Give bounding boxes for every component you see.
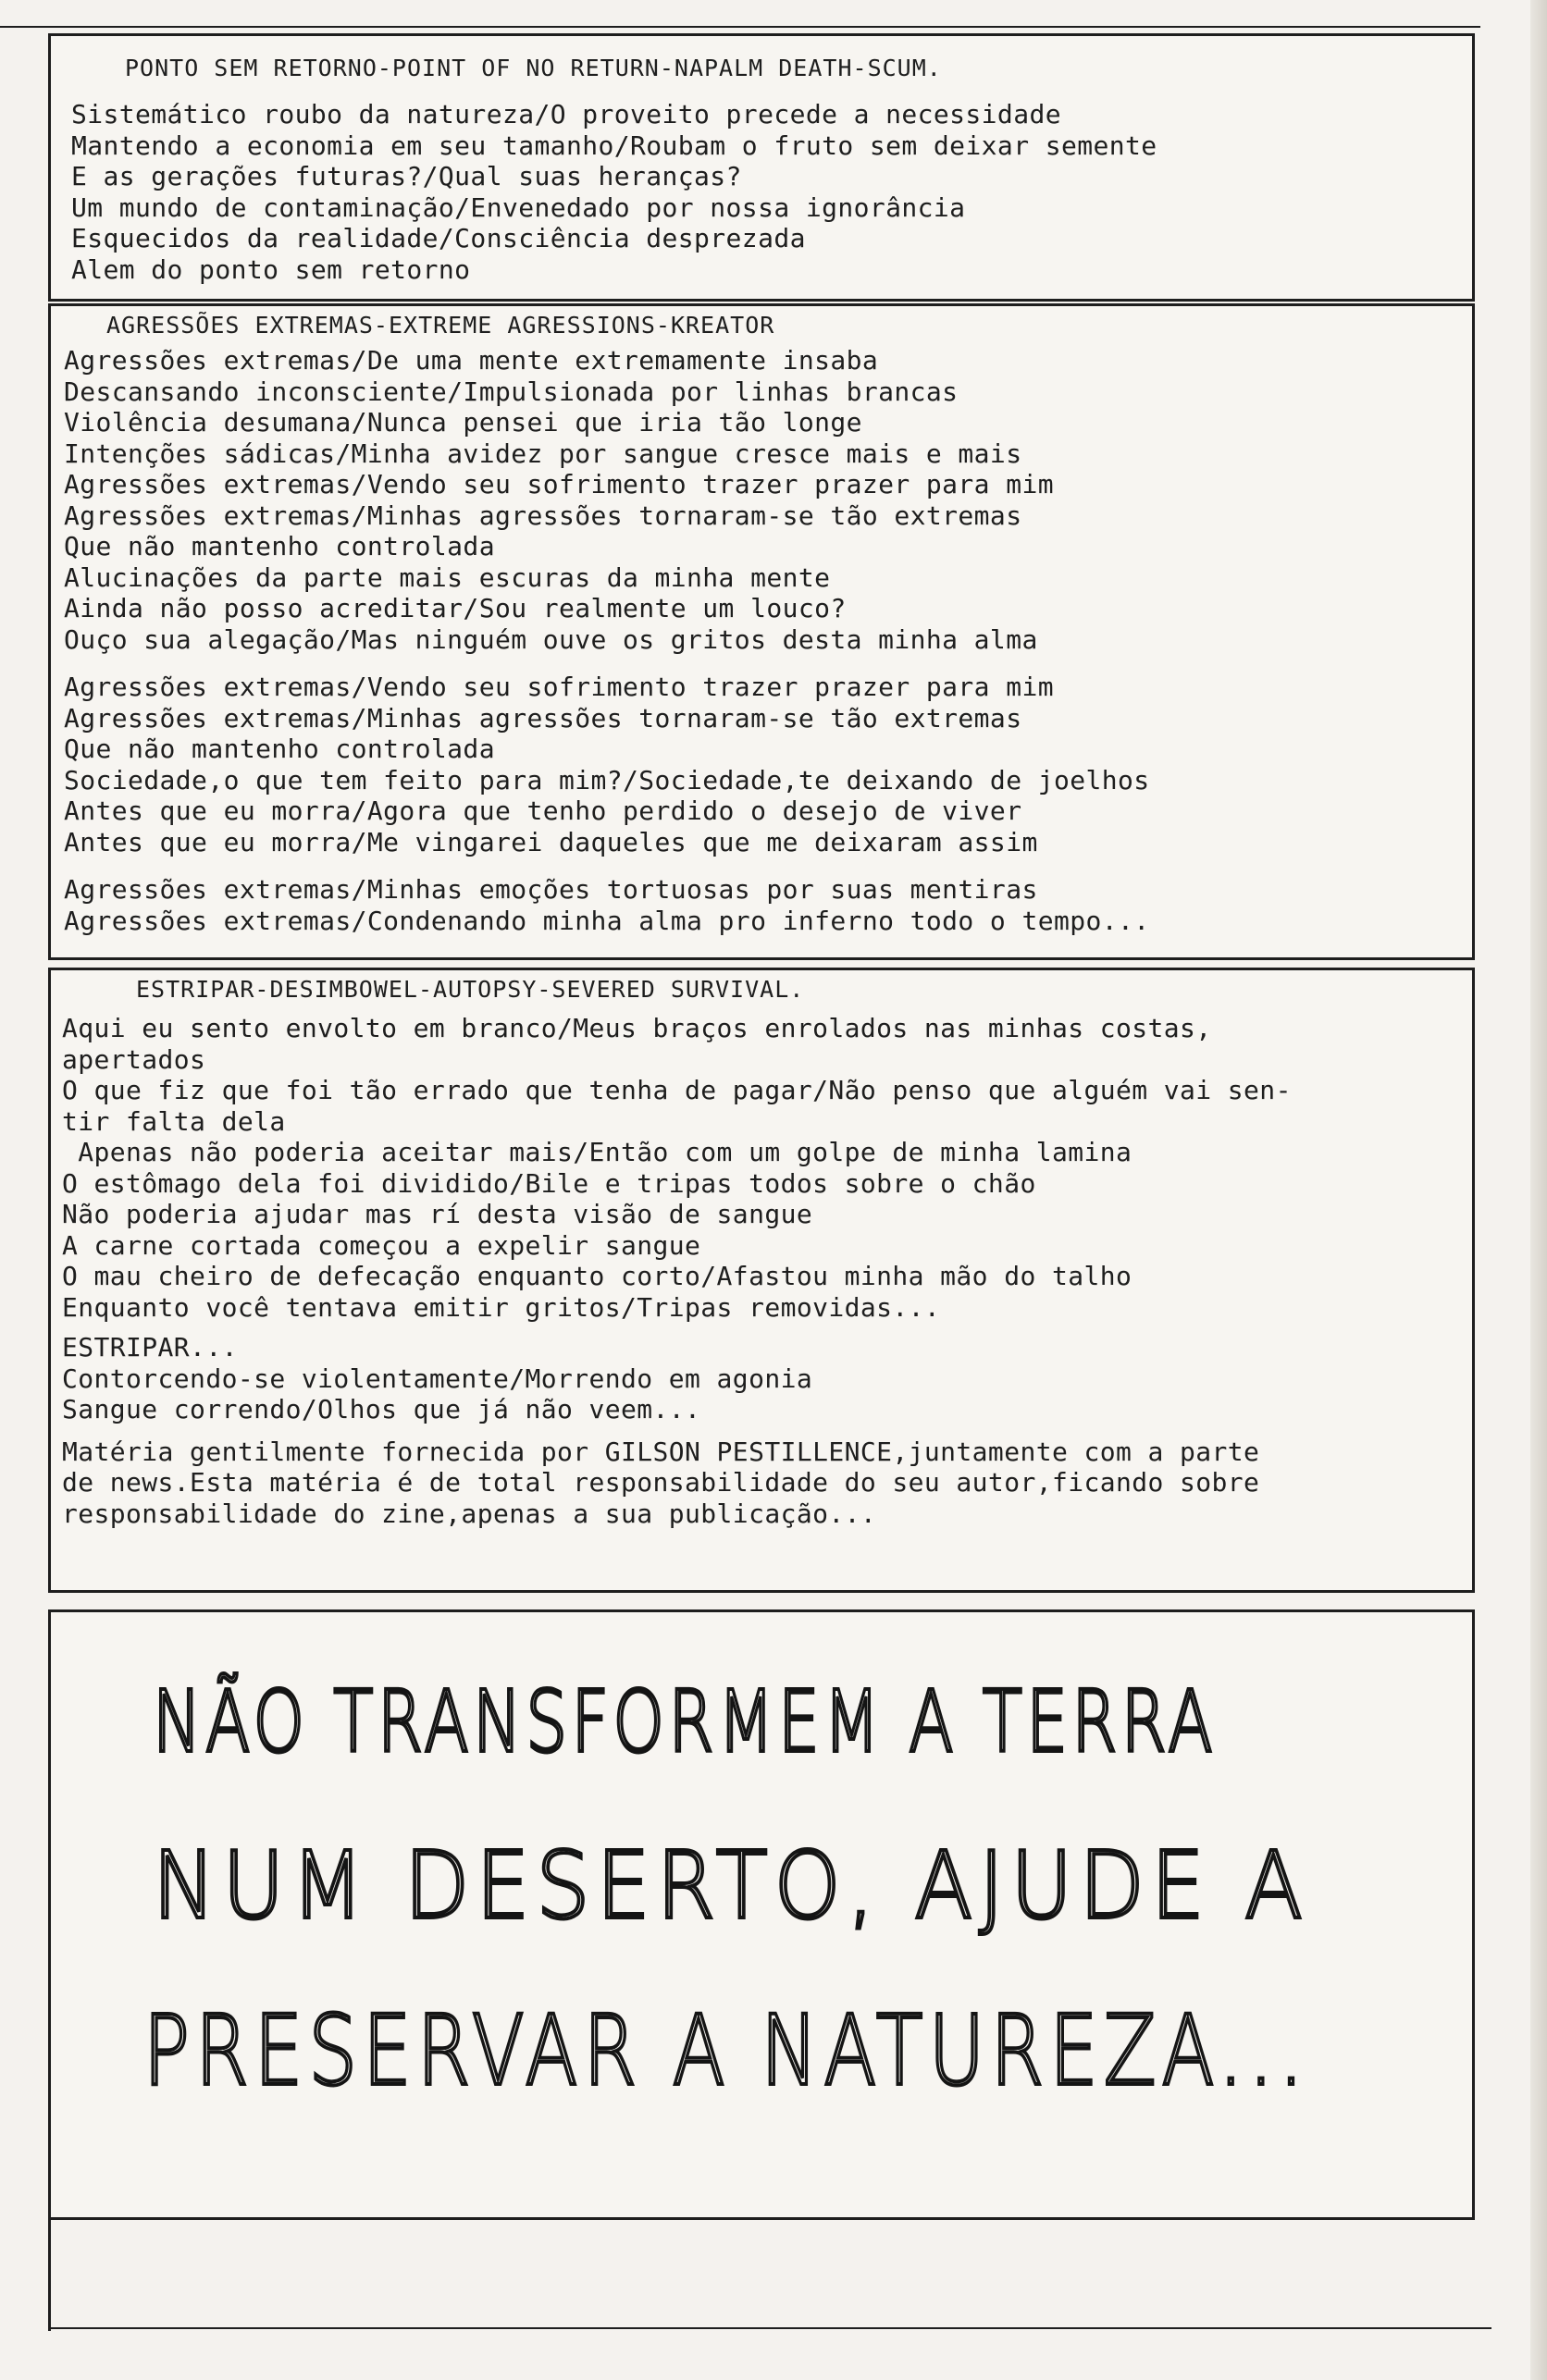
- lyric-line: Ainda não posso acreditar/Sou realmente um louco?: [64, 593, 847, 623]
- slogan-line: NÃO TRANSFORMEM A TERRA: [153, 1672, 1217, 1771]
- lyric-line: O estômago dela foi dividido/Bile e tripas todos sobre o chão: [62, 1167, 1036, 1199]
- lyric-line: Antes que eu morra/Agora que tenho perdido o desejo de viver: [64, 795, 1022, 826]
- bottom-rule: [48, 2327, 1491, 2329]
- lyric-line: E as gerações futuras?/Qual suas heranças?: [71, 161, 742, 191]
- lyrics-box-extreme-aggressions: [48, 303, 1475, 960]
- slogan-line: PRESERVAR A NATUREZA...: [143, 1994, 1309, 2107]
- lyric-line: Alem do ponto sem retorno: [71, 253, 471, 285]
- note-line: Matéria gentilmente fornecida por GILSON PESTILLENCE,juntamente com a parte: [62, 1436, 1260, 1467]
- lyric-line: ESTRIPAR...: [62, 1332, 238, 1363]
- lyric-line: O mau cheiro de defecação enquanto corto/Afastou minha mão do talho: [62, 1261, 1132, 1291]
- section-title: AGRESSÕES EXTREMAS-EXTREME AGRESSIONS-KREATOR: [106, 312, 775, 339]
- lyrics-stanza: [64, 345, 1472, 655]
- lyric-line: Alucinações da parte mais escuras da minha mente: [64, 561, 831, 593]
- credit-note: [62, 1437, 1472, 1530]
- hand-lettered-slogan: [51, 1612, 1478, 2223]
- lyric-line: Intenções sádicas/Minha avidez por sangue cresce mais e mais: [64, 438, 1022, 469]
- lyrics-stanza: [62, 1013, 1472, 1323]
- lyric-line: Que não mantenho controlada: [64, 531, 495, 561]
- lyric-line: Agressões extremas/Minhas agressões tornaram-se tão extremas: [64, 499, 1022, 531]
- slogan-lines: [143, 1672, 1309, 2107]
- lyric-line: Agressões extremas/Vendo seu sofrimento trazer prazer para mim: [64, 672, 1054, 702]
- lyric-line: apertados: [62, 1043, 206, 1075]
- note-line: de news.Esta matéria é de total responsabilidade do seu autor,ficando sobre: [62, 1467, 1260, 1498]
- section-title: PONTO SEM RETORNO-POINT OF NO RETURN-NAPALM DEATH-SCUM.: [125, 55, 942, 81]
- lyric-line: Agressões extremas/Condenando minha alma pro inferno todo o tempo...: [64, 905, 1150, 936]
- lyric-line: Sistemático roubo da natureza/O proveito precede a necessidade: [71, 99, 1061, 129]
- lyric-line: Aqui eu sento envolto em branco/Meus braços enrolados nas minhas costas,: [62, 1013, 1212, 1043]
- lyric-line: Apenas não poderia aceitar mais/Então com um golpe de minha lamina: [62, 1137, 1132, 1167]
- slogan-line: NUM DESERTO, AJUDE A: [153, 1831, 1309, 1940]
- lyrics-stanza: [64, 874, 1472, 936]
- note-line: responsabilidade do zine,apenas a sua publicação...: [62, 1498, 877, 1529]
- lyrics-lines: [71, 99, 1472, 285]
- lyric-line: O que fiz que foi tão errado que tenha de pagar/Não penso que alguém vai sen-: [62, 1075, 1292, 1105]
- lyric-line: Sociedade,o que tem feito para mim?/Sociedade,te deixando de joelhos: [64, 764, 1150, 795]
- lyric-line: Descansando inconsciente/Impulsionada por linhas brancas: [64, 376, 959, 407]
- page-edge: [1530, 0, 1547, 2380]
- slogan-box: [48, 1609, 1475, 2220]
- lyric-line: Agressões extremas/Vendo seu sofrimento trazer prazer para mim: [64, 469, 1054, 499]
- lyric-line: Agressões extremas/Minhas agressões tornaram-se tão extremas: [64, 702, 1022, 734]
- lyric-line: Contorcendo-se violentamente/Morrendo em agonia: [62, 1363, 813, 1394]
- lyrics-box-desimbowel: [48, 968, 1475, 1593]
- lyric-line: Que não mantenho controlada: [64, 734, 495, 764]
- lyric-line: Sangue correndo/Olhos que já não veem...: [62, 1394, 701, 1424]
- lyric-line: Esquecidos da realidade/Consciência desprezada: [71, 223, 806, 253]
- lyric-line: Mantendo a economia em seu tamanho/Roubam o fruto sem deixar semente: [71, 129, 1157, 161]
- top-rule: [0, 26, 1480, 28]
- lyric-line: Ouço sua alegação/Mas ninguém ouve os gritos desta minha alma: [64, 623, 1038, 655]
- lyric-line: Um mundo de contaminação/Envenedado por nossa ignorância: [71, 191, 966, 223]
- lyric-line: Agressões extremas/De uma mente extremamente insaba: [64, 345, 879, 376]
- margin-rule: [48, 2220, 51, 2331]
- lyrics-stanza: [62, 1332, 1472, 1425]
- lyric-line: Antes que eu morra/Me vingarei daqueles que me deixaram assim: [64, 826, 1038, 857]
- lyric-line: Não poderia ajudar mas rí desta visão de sangue: [62, 1199, 813, 1229]
- lyric-line: Agressões extremas/Minhas emoções tortuosas por suas mentiras: [64, 874, 1038, 905]
- lyrics-stanza: [64, 672, 1472, 857]
- lyric-line: Enquanto você tentava emitir gritos/Tripas removidas...: [62, 1291, 941, 1323]
- lyrics-box-point-of-no-return: [48, 33, 1475, 302]
- section-title: ESTRIPAR-DESIMBOWEL-AUTOPSY-SEVERED SURVIVAL.: [136, 976, 805, 1003]
- lyric-line: Violência desumana/Nunca pensei que iria tão longe: [64, 407, 862, 438]
- lyric-line: A carne cortada começou a expelir sangue: [62, 1229, 701, 1261]
- lyric-line: tir falta dela: [62, 1105, 286, 1137]
